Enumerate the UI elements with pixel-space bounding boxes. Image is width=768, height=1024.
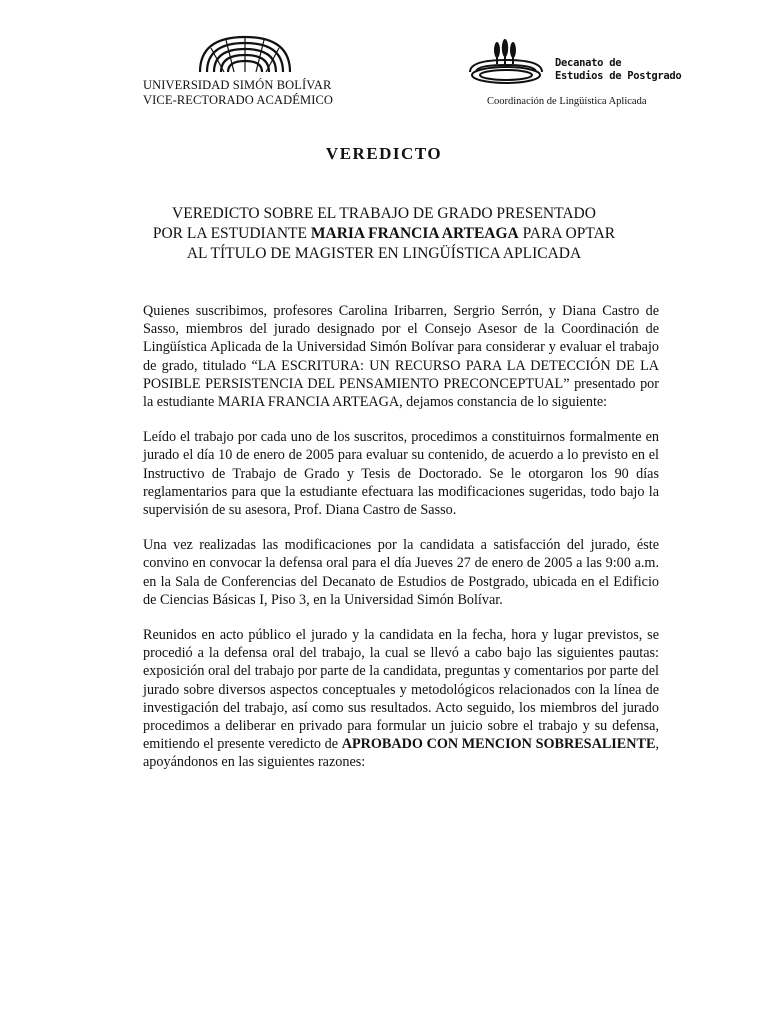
document-body: [143, 302, 659, 789]
document-title: VEREDICTO: [325, 144, 443, 163]
document-subtitle: [100, 204, 668, 264]
university-name: UNIVERSIDAD SIMÓN BOLÍVAR: [143, 78, 332, 92]
paragraph-3: Una vez realizadas las modificaciones por la candidata a satisfacción del jurado, éste convino en convocar la defensa oral para el día Jueves 27 de enero de 2005 a las 9:00 a.m. en la Sala de Conferencias del Decanato de Estudios de Postgrado, ubicada en el Edificio de Ciencias Básicas I, Piso 3, en la Universidad Simón Bolívar.: [143, 537, 659, 608]
subtitle-line-2: [100, 224, 668, 244]
university-logo: [196, 34, 294, 74]
vice-rectorate-name: VICE-RECTORADO ACADÉMICO: [143, 93, 334, 107]
student-name: MARIA FRANCIA ARTEAGA: [310, 225, 519, 242]
subtitle-line-1: VEREDICTO SOBRE EL TRABAJO DE GRADO PRESENTADO: [172, 205, 596, 222]
coordination-name: Coordinación de Lingüística Aplicada: [487, 96, 647, 107]
subtitle-line-2-suffix: PARA OPTAR: [518, 225, 616, 242]
paragraph-4: [143, 626, 659, 772]
paragraph-1: Quienes suscribimos, profesores Carolina Iribarren, Sergrio Serrón, y Diana Castro de Sasso, miembros del jurado designado por el Consejo Asesor de la Coordinación de Lingüística Aplicada de la Universidad Simón Bolívar para considerar y evaluar el trabajo de grado, titulado “LA ESCRITURA: UN RECURSO PARA LA DETECCIÓN DE LA POSIBLE PERSISTENCIA DEL PENSAMIENTO PRECONCEPTUAL” presentado por la estudiante MARIA FRANCIA ARTEAGA, dejamos constancia de lo siguiente:: [143, 303, 659, 411]
subtitle-line-2-prefix: POR LA ESTUDIANTE: [152, 225, 311, 242]
university-header: [143, 78, 333, 108]
deanery-logo: [466, 38, 550, 86]
paragraph-4-ending: , apoyándonos en las siguientes razones:: [143, 736, 659, 771]
deanery-line-1: Decanato de: [555, 57, 622, 69]
paragraph-4-text: Reunidos en acto público el jurado y la candidata en la fecha, hora y lugar previstos, se procedió a la defensa oral del trabajo, la cual se llevó a cabo bajo las siguientes pautas: exposición oral del trabajo por parte de la candidata, preguntas y comentarios por parte del jurado sobre diversos aspectos conceptuales y metodológicos relacionados con la línea de investigación del trabajo, así como sus resultados. Acto seguido, los miembros del jurado procedimos a deliberar en privado para formular un juicio sobre el trabajo y su defensa, emitiendo el presente veredicto de: [143, 627, 659, 753]
verdict-text: APROBADO CON MENCION SOBRESALIENTE: [341, 736, 656, 753]
subtitle-line-3: AL TÍTULO DE MAGISTER EN LINGÜÍSTICA APLICADA: [186, 245, 582, 262]
deanery-header: [555, 57, 681, 83]
paragraph-2: Leído el trabajo por cada uno de los suscritos, procedimos a constituirnos formalmente en jurado el día 10 de enero de 2005 para evaluar su contenido, de acuerdo a lo previsto en el Instructivo de Trabajo de Grado y Tesis de Doctorado. Se le otorgaron los 90 días reglamentarios para que la estudiante efectuara las modificaciones sugeridas, todo bajo la supervisión de su asesora, Prof. Diana Castro de Sasso.: [143, 429, 659, 519]
deanery-line-2: Estudios de Postgrado: [555, 70, 682, 82]
